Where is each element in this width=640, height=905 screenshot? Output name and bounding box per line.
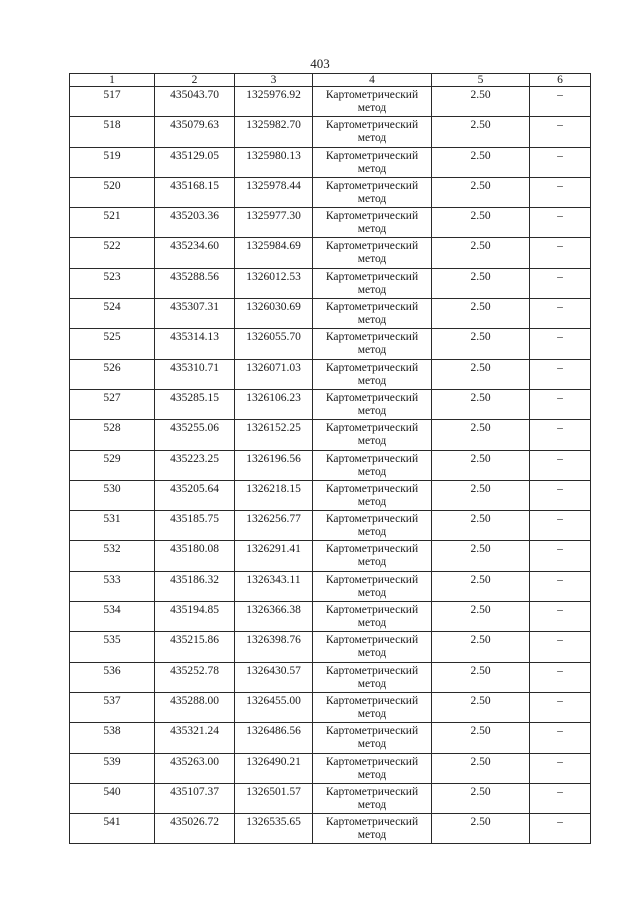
note-cell: – [530, 511, 591, 541]
method-cell: Картометрический метод [313, 480, 432, 510]
table-row [70, 420, 591, 450]
accuracy-cell: 2.50 [432, 602, 530, 632]
table-body [70, 87, 591, 844]
x-coordinate-cell: 435180.08 [155, 541, 235, 571]
y-coordinate-cell: 1326535.65 [235, 814, 313, 844]
note-cell: – [530, 571, 591, 601]
x-coordinate-cell: 435205.64 [155, 480, 235, 510]
note-cell: – [530, 723, 591, 753]
point-number-cell: 524 [70, 299, 155, 329]
table-row [70, 480, 591, 510]
method-cell: Картометрический метод [313, 389, 432, 419]
point-number-cell: 541 [70, 814, 155, 844]
note-cell: – [530, 632, 591, 662]
method-cell: Картометрический метод [313, 208, 432, 238]
page-number: 403 [310, 56, 330, 71]
column-header: 5 [432, 74, 530, 87]
accuracy-cell: 2.50 [432, 783, 530, 813]
note-cell: – [530, 541, 591, 571]
method-cell: Картометрический метод [313, 511, 432, 541]
x-coordinate-cell: 435186.32 [155, 571, 235, 601]
column-header: 2 [155, 74, 235, 87]
table-row [70, 268, 591, 298]
accuracy-cell: 2.50 [432, 359, 530, 389]
point-number-cell: 536 [70, 662, 155, 692]
y-coordinate-cell: 1326398.76 [235, 632, 313, 662]
method-cell: Картометрический метод [313, 177, 432, 207]
y-coordinate-cell: 1325977.30 [235, 208, 313, 238]
note-cell: – [530, 329, 591, 359]
note-cell: – [530, 87, 591, 117]
y-coordinate-cell: 1325984.69 [235, 238, 313, 268]
point-number-cell: 533 [70, 571, 155, 601]
point-number-cell: 530 [70, 480, 155, 510]
accuracy-cell: 2.50 [432, 480, 530, 510]
accuracy-cell: 2.50 [432, 329, 530, 359]
accuracy-cell: 2.50 [432, 692, 530, 722]
coordinates-table [69, 73, 591, 844]
y-coordinate-cell: 1326196.56 [235, 450, 313, 480]
y-coordinate-cell: 1326152.25 [235, 420, 313, 450]
table-row [70, 177, 591, 207]
x-coordinate-cell: 435263.00 [155, 753, 235, 783]
table-row [70, 238, 591, 268]
note-cell: – [530, 814, 591, 844]
y-coordinate-cell: 1326455.00 [235, 692, 313, 722]
y-coordinate-cell: 1325982.70 [235, 117, 313, 147]
accuracy-cell: 2.50 [432, 268, 530, 298]
table-row [70, 692, 591, 722]
point-number-cell: 532 [70, 541, 155, 571]
method-cell: Картометрический метод [313, 450, 432, 480]
point-number-cell: 522 [70, 238, 155, 268]
point-number-cell: 527 [70, 389, 155, 419]
note-cell: – [530, 238, 591, 268]
y-coordinate-cell: 1326366.38 [235, 602, 313, 632]
y-coordinate-cell: 1326291.41 [235, 541, 313, 571]
point-number-cell: 535 [70, 632, 155, 662]
method-cell: Картометрический метод [313, 420, 432, 450]
table-row [70, 450, 591, 480]
column-header: 3 [235, 74, 313, 87]
point-number-cell: 540 [70, 783, 155, 813]
accuracy-cell: 2.50 [432, 299, 530, 329]
method-cell: Картометрический метод [313, 541, 432, 571]
x-coordinate-cell: 435285.15 [155, 389, 235, 419]
method-cell: Картометрический метод [313, 632, 432, 662]
x-coordinate-cell: 435129.05 [155, 147, 235, 177]
note-cell: – [530, 783, 591, 813]
note-cell: – [530, 662, 591, 692]
table-row [70, 359, 591, 389]
accuracy-cell: 2.50 [432, 177, 530, 207]
note-cell: – [530, 299, 591, 329]
x-coordinate-cell: 435043.70 [155, 87, 235, 117]
y-coordinate-cell: 1326430.57 [235, 662, 313, 692]
x-coordinate-cell: 435288.00 [155, 692, 235, 722]
point-number-cell: 518 [70, 117, 155, 147]
x-coordinate-cell: 435307.31 [155, 299, 235, 329]
table-row [70, 571, 591, 601]
x-coordinate-cell: 435203.36 [155, 208, 235, 238]
x-coordinate-cell: 435321.24 [155, 723, 235, 753]
header-row [70, 74, 591, 87]
y-coordinate-cell: 1326256.77 [235, 511, 313, 541]
method-cell: Картометрический метод [313, 662, 432, 692]
x-coordinate-cell: 435194.85 [155, 602, 235, 632]
method-cell: Картометрический метод [313, 299, 432, 329]
note-cell: – [530, 389, 591, 419]
accuracy-cell: 2.50 [432, 632, 530, 662]
accuracy-cell: 2.50 [432, 511, 530, 541]
table-row [70, 511, 591, 541]
point-number-cell: 526 [70, 359, 155, 389]
x-coordinate-cell: 435223.25 [155, 450, 235, 480]
point-number-cell: 538 [70, 723, 155, 753]
table-row [70, 117, 591, 147]
x-coordinate-cell: 435079.63 [155, 117, 235, 147]
column-header: 1 [70, 74, 155, 87]
note-cell: – [530, 602, 591, 632]
accuracy-cell: 2.50 [432, 389, 530, 419]
point-number-cell: 519 [70, 147, 155, 177]
point-number-cell: 534 [70, 602, 155, 632]
y-coordinate-cell: 1325978.44 [235, 177, 313, 207]
y-coordinate-cell: 1326343.11 [235, 571, 313, 601]
column-header: 6 [530, 74, 591, 87]
point-number-cell: 520 [70, 177, 155, 207]
table-row [70, 208, 591, 238]
point-number-cell: 531 [70, 511, 155, 541]
point-number-cell: 521 [70, 208, 155, 238]
accuracy-cell: 2.50 [432, 147, 530, 177]
method-cell: Картометрический метод [313, 723, 432, 753]
method-cell: Картометрический метод [313, 602, 432, 632]
table-row [70, 783, 591, 813]
method-cell: Картометрический метод [313, 268, 432, 298]
point-number-cell: 517 [70, 87, 155, 117]
y-coordinate-cell: 1325980.13 [235, 147, 313, 177]
note-cell: – [530, 692, 591, 722]
x-coordinate-cell: 435185.75 [155, 511, 235, 541]
point-number-cell: 529 [70, 450, 155, 480]
note-cell: – [530, 480, 591, 510]
point-number-cell: 537 [70, 692, 155, 722]
x-coordinate-cell: 435314.13 [155, 329, 235, 359]
method-cell: Картометрический метод [313, 814, 432, 844]
x-coordinate-cell: 435107.37 [155, 783, 235, 813]
method-cell: Картометрический метод [313, 783, 432, 813]
table-row [70, 602, 591, 632]
x-coordinate-cell: 435255.06 [155, 420, 235, 450]
note-cell: – [530, 117, 591, 147]
x-coordinate-cell: 435215.86 [155, 632, 235, 662]
point-number-cell: 523 [70, 268, 155, 298]
table-row [70, 814, 591, 844]
note-cell: – [530, 177, 591, 207]
y-coordinate-cell: 1326486.56 [235, 723, 313, 753]
accuracy-cell: 2.50 [432, 753, 530, 783]
point-number-cell: 525 [70, 329, 155, 359]
accuracy-cell: 2.50 [432, 238, 530, 268]
point-number-cell: 539 [70, 753, 155, 783]
column-header: 4 [313, 74, 432, 87]
y-coordinate-cell: 1326012.53 [235, 268, 313, 298]
table-row [70, 87, 591, 117]
method-cell: Картометрический метод [313, 87, 432, 117]
note-cell: – [530, 268, 591, 298]
note-cell: – [530, 753, 591, 783]
y-coordinate-cell: 1326218.15 [235, 480, 313, 510]
table-row [70, 723, 591, 753]
x-coordinate-cell: 435252.78 [155, 662, 235, 692]
table-row [70, 299, 591, 329]
note-cell: – [530, 450, 591, 480]
y-coordinate-cell: 1326055.70 [235, 329, 313, 359]
x-coordinate-cell: 435310.71 [155, 359, 235, 389]
note-cell: – [530, 359, 591, 389]
method-cell: Картометрический метод [313, 753, 432, 783]
accuracy-cell: 2.50 [432, 662, 530, 692]
accuracy-cell: 2.50 [432, 541, 530, 571]
accuracy-cell: 2.50 [432, 450, 530, 480]
y-coordinate-cell: 1326501.57 [235, 783, 313, 813]
table-row [70, 389, 591, 419]
method-cell: Картометрический метод [313, 147, 432, 177]
x-coordinate-cell: 435288.56 [155, 268, 235, 298]
accuracy-cell: 2.50 [432, 117, 530, 147]
method-cell: Картометрический метод [313, 117, 432, 147]
note-cell: – [530, 208, 591, 238]
method-cell: Картометрический метод [313, 571, 432, 601]
table-row [70, 541, 591, 571]
accuracy-cell: 2.50 [432, 814, 530, 844]
table-row [70, 632, 591, 662]
table-row [70, 329, 591, 359]
method-cell: Картометрический метод [313, 692, 432, 722]
y-coordinate-cell: 1326071.03 [235, 359, 313, 389]
note-cell: – [530, 420, 591, 450]
x-coordinate-cell: 435234.60 [155, 238, 235, 268]
accuracy-cell: 2.50 [432, 723, 530, 753]
y-coordinate-cell: 1326030.69 [235, 299, 313, 329]
table-row [70, 662, 591, 692]
accuracy-cell: 2.50 [432, 87, 530, 117]
accuracy-cell: 2.50 [432, 420, 530, 450]
method-cell: Картометрический метод [313, 329, 432, 359]
point-number-cell: 528 [70, 420, 155, 450]
y-coordinate-cell: 1326106.23 [235, 389, 313, 419]
table-row [70, 147, 591, 177]
note-cell: – [530, 147, 591, 177]
y-coordinate-cell: 1325976.92 [235, 87, 313, 117]
y-coordinate-cell: 1326490.21 [235, 753, 313, 783]
method-cell: Картометрический метод [313, 359, 432, 389]
accuracy-cell: 2.50 [432, 208, 530, 238]
accuracy-cell: 2.50 [432, 571, 530, 601]
table-row [70, 753, 591, 783]
x-coordinate-cell: 435026.72 [155, 814, 235, 844]
method-cell: Картометрический метод [313, 238, 432, 268]
x-coordinate-cell: 435168.15 [155, 177, 235, 207]
